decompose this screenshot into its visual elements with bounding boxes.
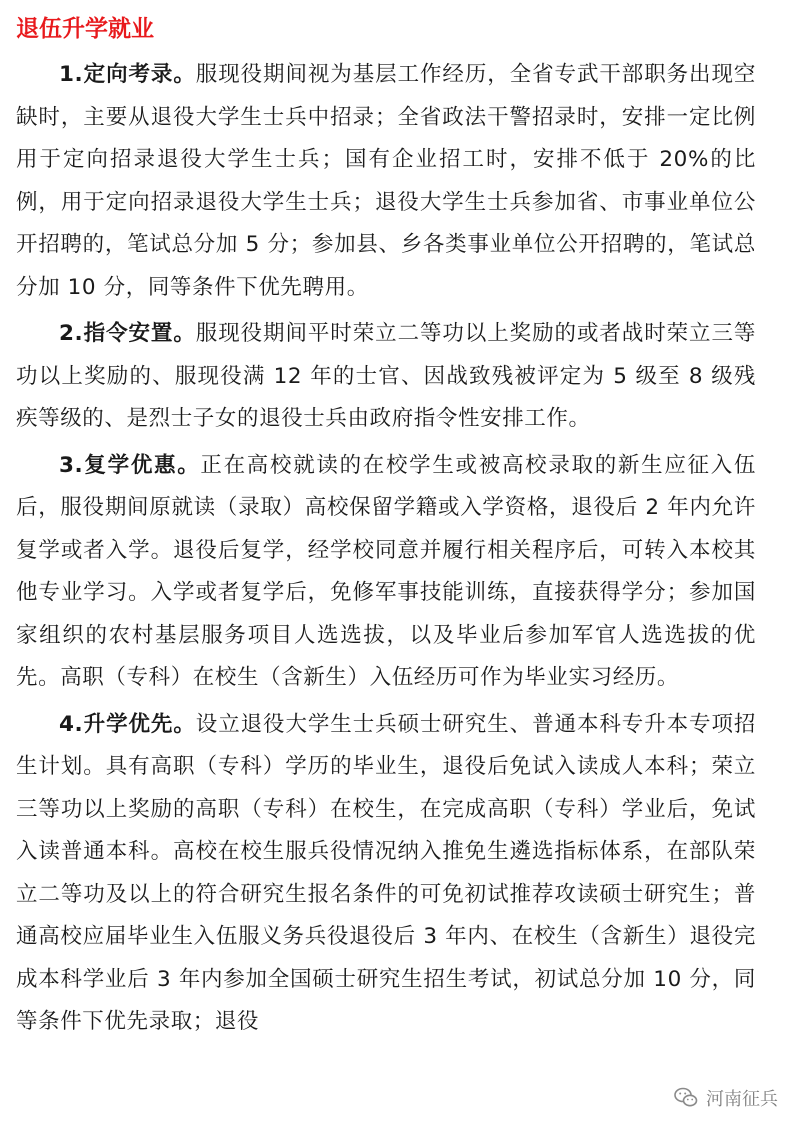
watermark-text: 河南征兵 (706, 1089, 778, 1110)
page-title: 退伍升学就业 (16, 16, 154, 42)
section-2-heading: 2.指令安置。 (59, 321, 196, 346)
section-3-heading: 3.复学优惠。 (59, 452, 201, 478)
section-3-body: 正在高校就读的在校学生或被高校录取的新生应征入伍后，服役期间原就读（录取）高校保留学籍或入学资格，退役后 2 年内允许复学或者入学。退役后复学，经学校同意并履行相关程序后，可转入本校其他专业学习。入学或者复学后，免修军事技能训练，直接获得学分；参加国家组织的农村基层服务项目人选选拔，以及毕业后参加军官人选选拔的优先。高职（专科）在校生（含新生）入伍经历可作为毕业实习经历。 (16, 452, 757, 690)
section-2-body: 服现役期间平时荣立二等功以上奖励的或者战时荣立三等功以上奖励的、服现役满 12 年的士官、因战致残被评定为 5 级至 8 级残疾等级的、是烈士子女的退役士兵由政府指令性安排工作。 (16, 321, 756, 431)
watermark (674, 1085, 778, 1111)
section-1-heading: 1.定向考录。 (59, 62, 196, 87)
section-1-paragraph (16, 54, 756, 309)
document (16, 10, 756, 1048)
section-4-paragraph (16, 704, 756, 1044)
section-4-body: 设立退役大学生士兵硕士研究生、普通本科专升本专项招生计划。具有高职（专科）学历的毕业生，退役后免试入读成人本科；荣立三等功以上奖励的高职（专科）在校生，在完成高职（专科）学业后，免试入读普通本科。高校在校生服兵役情况纳入推免生遴选指标体系，在部队荣立二等功及以上的符合研究生报名条件的可免初试推荐攻读硕士研究生；普通高校应届毕业生入伍服义务兵役退役后 3 年内、在校生（含新生）退役完成本科学业后 3 年内参加全国硕士研究生招生考试，初试总分加 10 分，同等条件下优先录取；退役 (16, 711, 756, 1034)
section-3-paragraph (16, 445, 756, 700)
wechat-icon (674, 1087, 698, 1109)
section-1-body: 服现役期间视为基层工作经历，全省专武干部职务出现空缺时，主要从退役大学生士兵中招录；全省政法干警招录时，安排一定比例用于定向招录退役大学生士兵；国有企业招工时，安排不低于 20%的比例，用于定向招录退役大学生士兵；退役大学生士兵参加省、市事业单位公开招聘的，笔试总分加 5 分；参加县、乡各类事业单位公开招聘的，笔试总分加 10 分，同等条件下优先聘用。 (16, 62, 756, 300)
section-2-paragraph (16, 313, 756, 441)
section-4-heading: 4.升学优先。 (59, 711, 196, 737)
